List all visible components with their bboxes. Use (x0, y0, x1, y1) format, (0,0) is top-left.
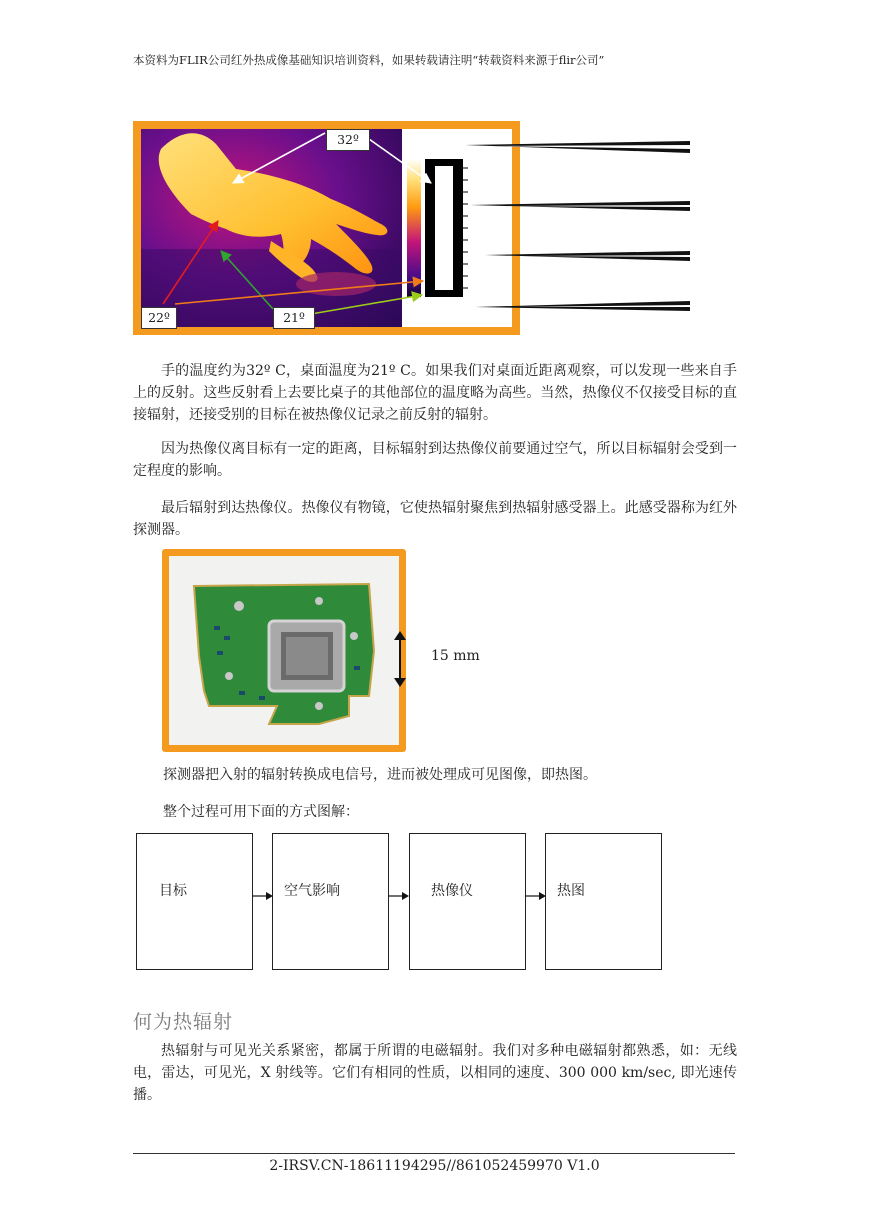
flow-box-target (136, 833, 253, 970)
flow-label-thermogram: 热图 (557, 883, 585, 899)
paragraph-detector: 最后辐射到达热像仪。热像仪有物镜，它使热辐射聚焦到热辐射感受器上。此感受器称为红外探测器。 (133, 500, 737, 538)
flow-arrows (250, 885, 550, 905)
paragraph-air-influence: 因为热像仪离目标有一定的距离，目标辐射到达热像仪前要通过空气，所以目标辐射会受到一定程度的影响。 (133, 441, 737, 479)
dimension-arrow (390, 630, 410, 688)
section-heading: 何为热辐射 (133, 1011, 234, 1033)
flow-label-camera: 热像仪 (431, 883, 473, 899)
flow-label-target: 目标 (159, 883, 187, 899)
dimension-label: 15 mm (431, 648, 480, 664)
figure-arrows (133, 121, 520, 335)
page-header: 本资料为FLIR公司红外热成像基础知识培训资料，如果转载请注明“转载资料来源于flir公司” (133, 53, 605, 67)
flow-label-air: 空气影响 (284, 883, 340, 899)
footer-rule (133, 1153, 735, 1154)
thermal-figure (133, 121, 520, 335)
hand-temp-label: 32º (326, 129, 370, 151)
paragraph-thermal-radiation: 热辐射与可见光关系紧密，都属于所谓的电磁辐射。我们对多种电磁辐射都熟悉，如：无线电，雷达，可见光，X 射线等。它们有相同的性质，以相同的速度、300 000 km/sec, 即光速传播。 (133, 1043, 737, 1103)
paragraph-temperatures: 手的温度约为32º C，桌面温度为21º C。如果我们对桌面近距离观察，可以发现一些来自手上的反射。这些反射看上去要比桌子的其他部位的温度略为高些。当然，热像仪不仅接受目标的直接辐射，还接受别的目标在被热像仪记录之前反射的辐射。 (133, 363, 737, 423)
paragraph-diagram-intro: 整个过程可用下面的方式图解： (163, 804, 359, 820)
decorative-lines (465, 135, 695, 315)
detector-photo (169, 556, 399, 745)
page-footer: 2-IRSV.CN-18611194295//861052459970 V1.0 (269, 1158, 600, 1174)
desk-temp-label: 21º (273, 307, 315, 329)
flow-box-thermogram (545, 833, 662, 970)
paragraph-signal: 探测器把入射的辐射转换成电信号，进而被处理成可见图像，即热图。 (163, 767, 597, 783)
desk-reflection-label: 22º (141, 307, 177, 329)
detector-figure (162, 549, 406, 752)
